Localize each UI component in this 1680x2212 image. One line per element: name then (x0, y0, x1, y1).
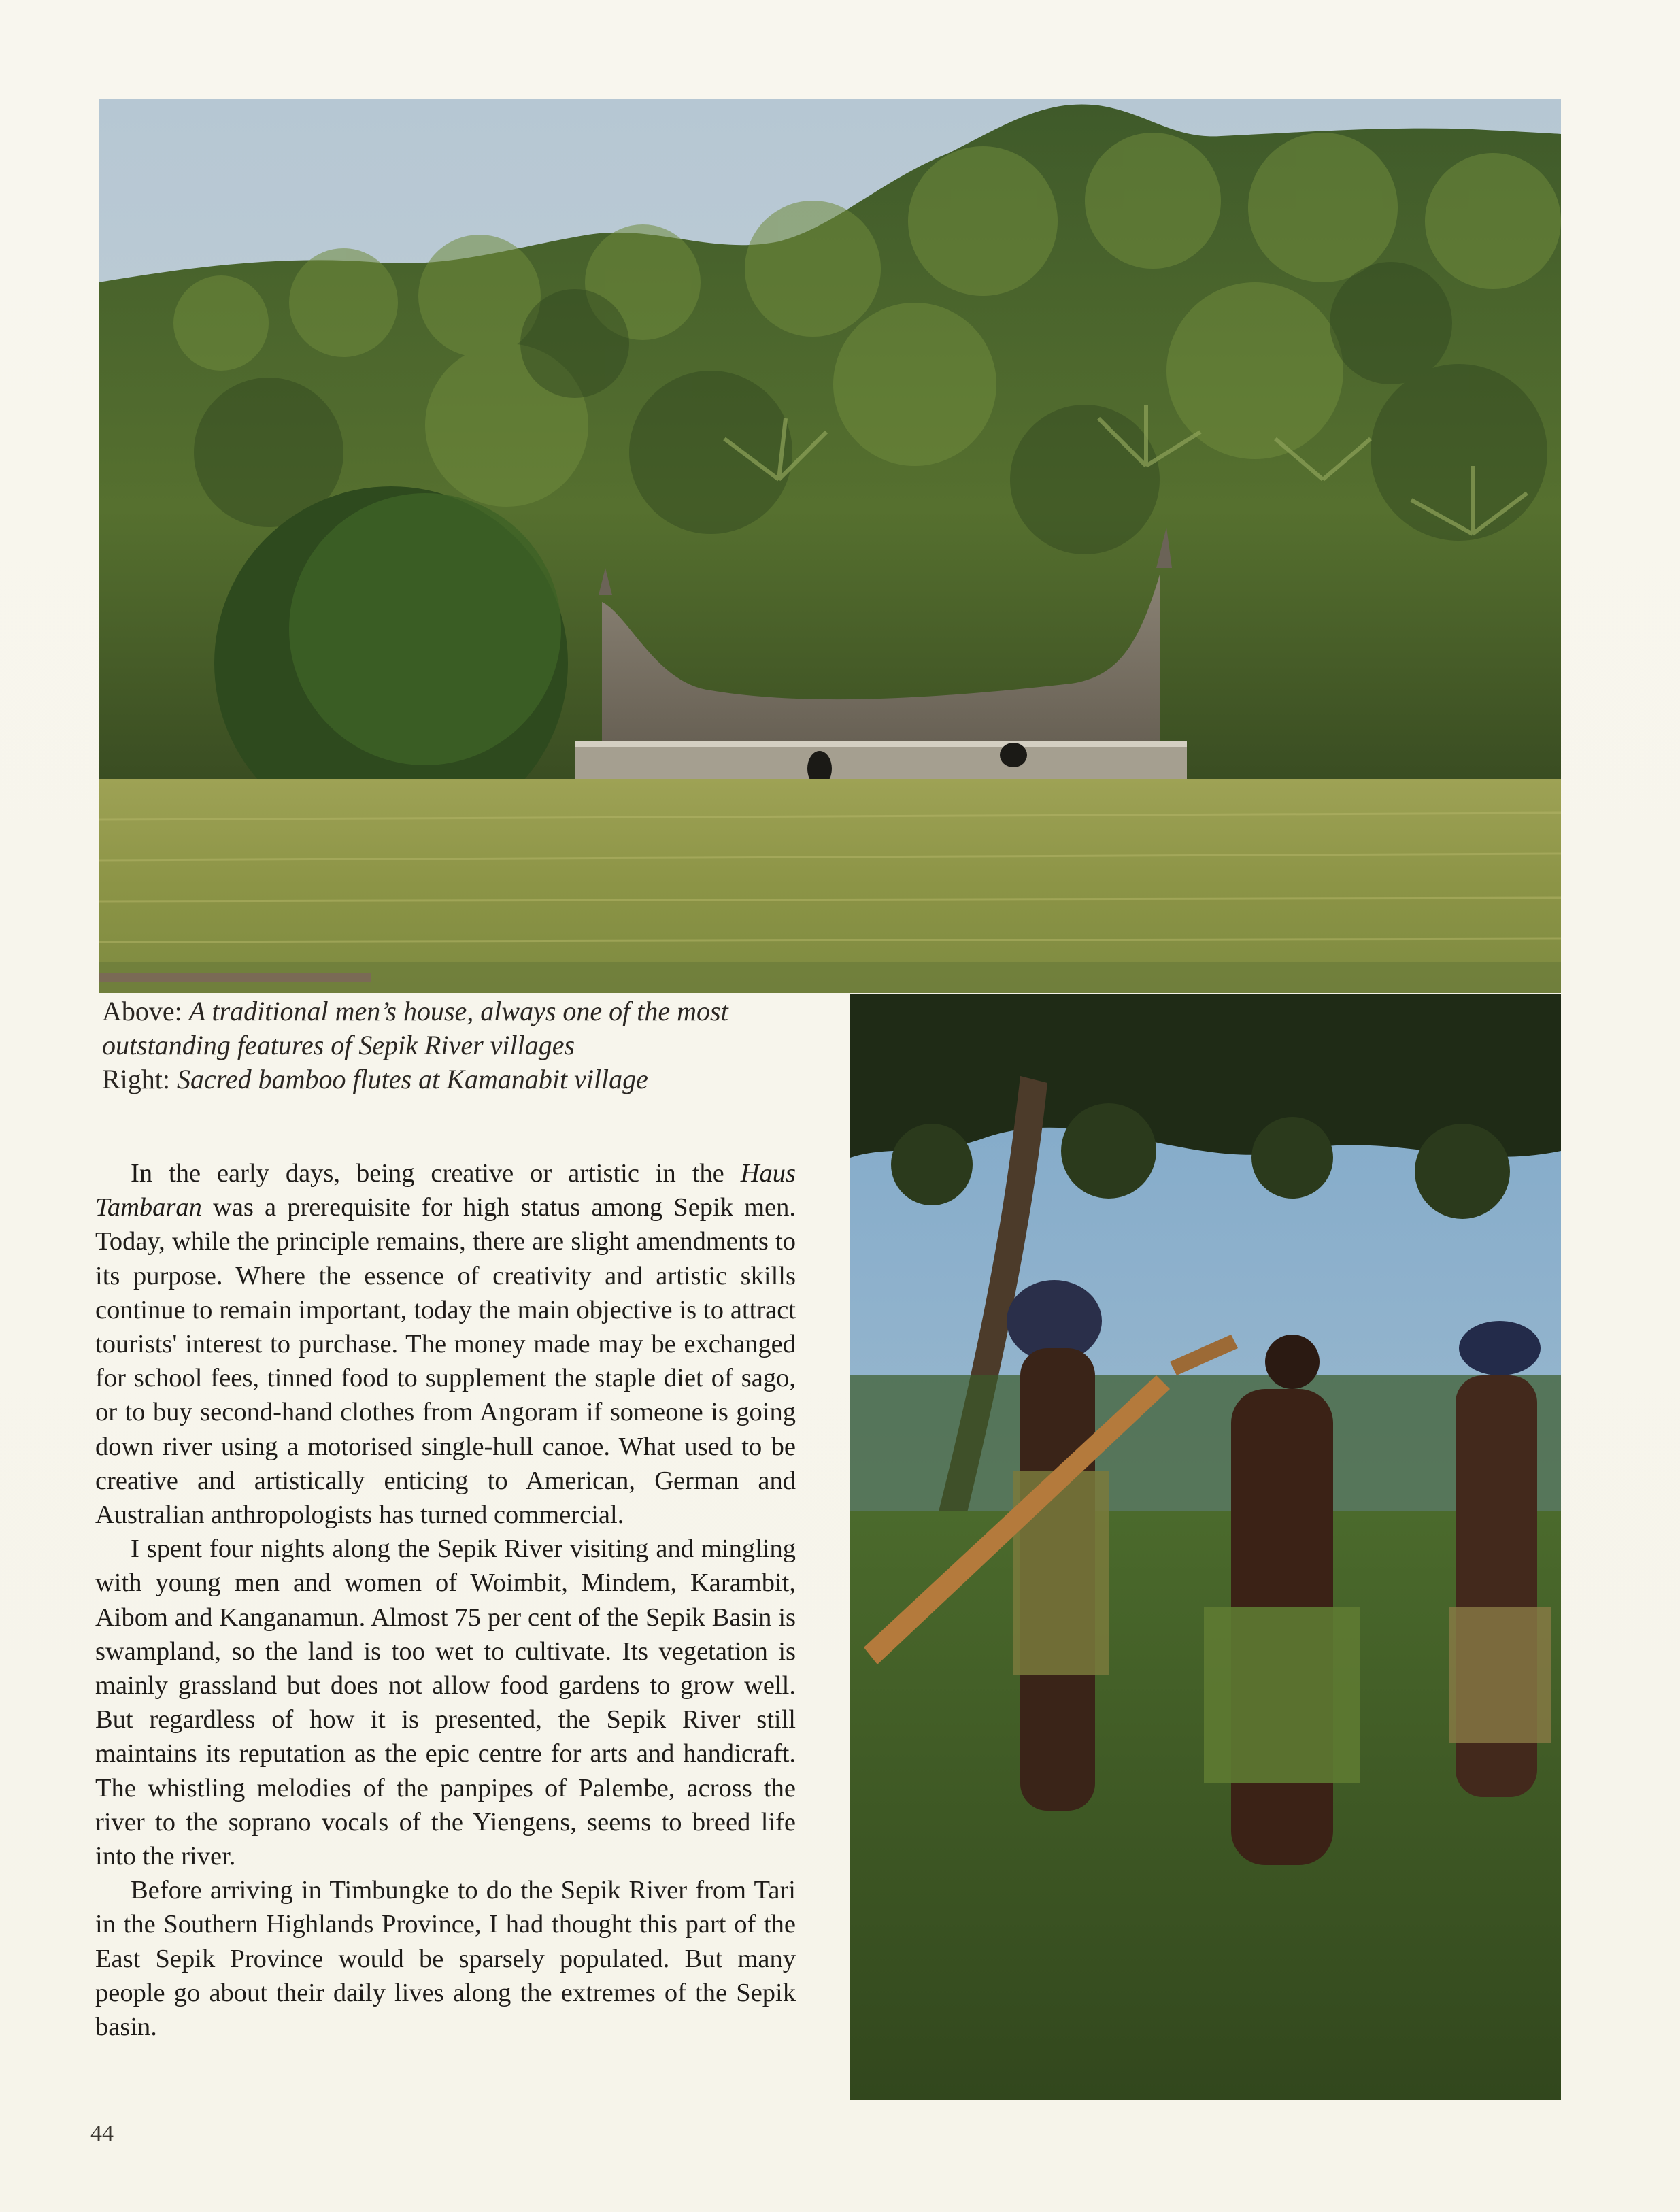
caption-right-text: Sacred bamboo flutes at Kamanabit village (177, 1064, 648, 1094)
photo-captions (102, 994, 837, 1096)
paragraph-2: I spent four nights along the Sepik River visiting and mingling with young men and women of Woimbit, Mindem, Karambit, Aibom and Kanganamun. Almost 75 per cent of the Sepik Basin is swampland, so the land is too wet to cultivate. Its vegetation is mainly grassland but does not allow food gardens to grow well. But regardless of how it is presented, the Sepik River still maintains its reputation as the epic centre for arts and handicraft. The whistling melodies of the panpipes of Palembe, across the river to the soprano vocals of the Yiengens, seems to breed life into the river. (95, 1535, 796, 1871)
paragraph-1-rest: was a prerequisite for high status among Sepik men. Today, while the principle remains, there are slight amendments to its purpose. Where the essence of creativity and artistic skills continue to remain important, today the main objective is to attract tourists' interest to purchase. The money made may be exchanged for school fees, tinned food to supplement the staple diet of sago, or to buy second-hand clothes from Angoram if someone is going down river using a motorised single-hull canoe. What used to be creative and artistically enticing to American, German and Australian anthropologists has turned commercial. (95, 1193, 796, 1530)
caption-above-line2 (102, 1028, 837, 1062)
haus-tambaran-term: Haus Tambaran (95, 1159, 796, 1222)
caption-right-line (102, 1062, 837, 1096)
mens-house-photo (99, 99, 1561, 993)
caption-above-text: A traditional men’s house, always one of the most (188, 996, 728, 1026)
caption-above-line1 (102, 994, 837, 1028)
caption-above-label: Above: (102, 996, 182, 1026)
paragraph-3: Before arriving in Timbungke to do the Sepik River from Tari in the Southern Highlands Province, I had thought this part of the East Sepik Province would be sparsely populated. But many people go about their daily lives along the extremes of the Sepik basin. (95, 1876, 796, 2042)
paragraph-1-start: In the early days, being creative or artistic in the (131, 1159, 741, 1188)
sacred-flutes-photo (850, 994, 1561, 2100)
page-number: 44 (90, 2121, 114, 2146)
caption-above-text-cont: outstanding features of Sepik River villages (102, 1030, 575, 1060)
paragraph-1 (95, 1156, 796, 1532)
article-body (95, 1156, 796, 2044)
caption-right-label: Right: (102, 1064, 171, 1094)
